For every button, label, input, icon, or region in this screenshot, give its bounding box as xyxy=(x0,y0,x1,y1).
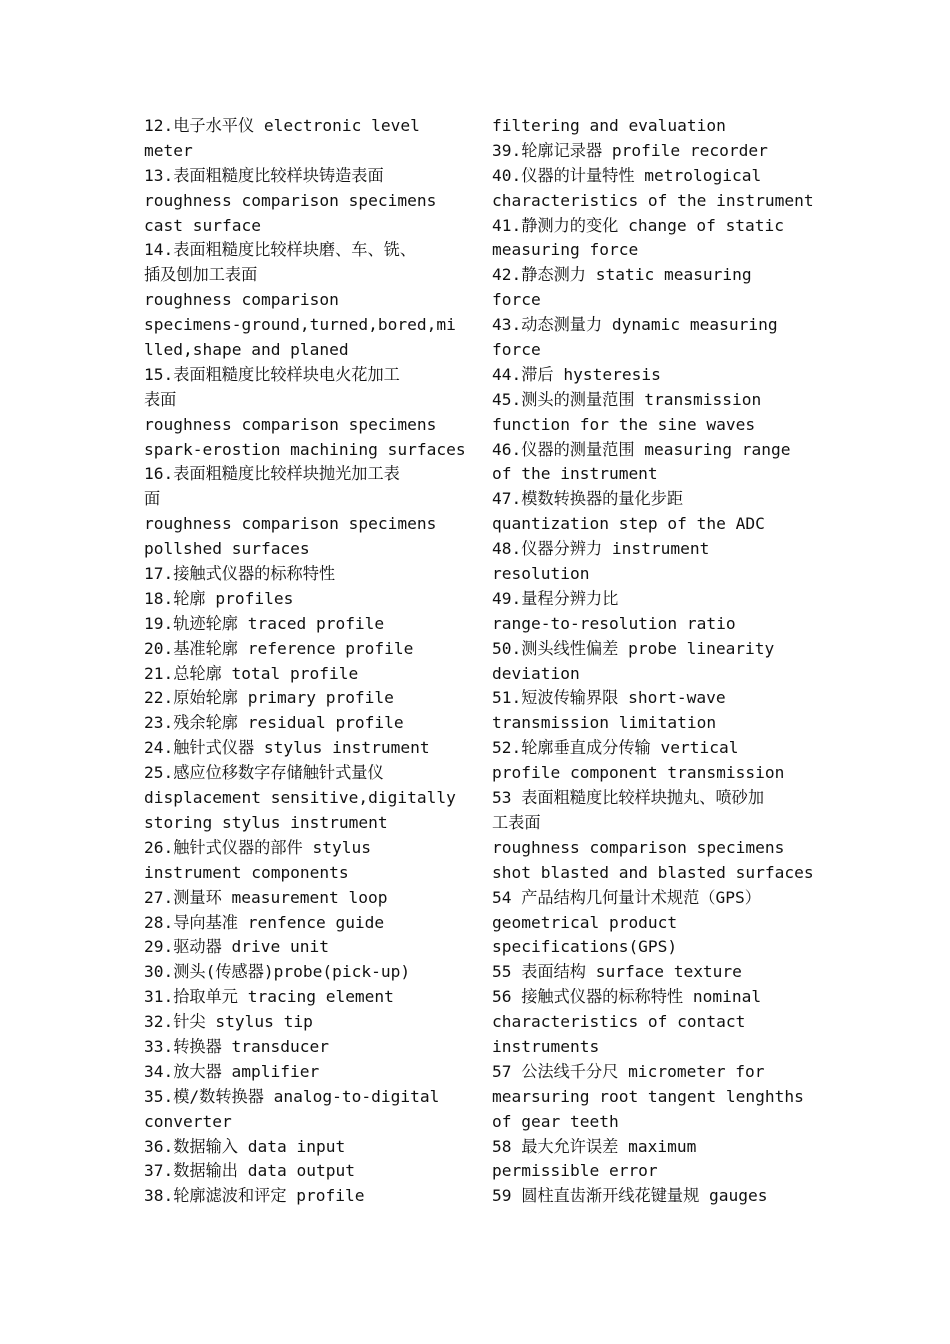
text-line: 29.驱动器 drive unit xyxy=(144,937,330,957)
text-line: 32.针尖 stylus tip xyxy=(144,1012,313,1032)
text-line: 38.轮廓滤波和评定 profile xyxy=(144,1186,365,1206)
text-line: 51.短波传输界限 short-wave xyxy=(492,688,726,708)
text-line: 20.基准轮廓 reference profile xyxy=(144,638,414,658)
text-line: 53 表面粗糙度比较样块抛丸、喷砂加 xyxy=(492,788,765,808)
text-line: 47.模数转换器的量化步距 xyxy=(492,489,684,509)
text-line: profile component transmission xyxy=(492,763,785,783)
text-line: storing stylus instrument xyxy=(144,812,388,832)
text-line: 37.数据输出 data output xyxy=(144,1161,355,1181)
text-line: spark-erostion machining surfaces xyxy=(144,439,466,459)
text-line: force xyxy=(492,290,541,310)
text-line: 31.拾取单元 tracing element xyxy=(144,987,394,1007)
right-column xyxy=(492,114,812,1209)
text-line: range-to-resolution ratio xyxy=(492,613,736,633)
text-line: 57 公法线千分尺 micrometer for xyxy=(492,1061,765,1081)
text-line: 12.电子水平仪 electronic level xyxy=(144,116,420,135)
text-line: 30.测头(传感器)probe(pick-up) xyxy=(144,962,411,982)
text-line: transmission limitation xyxy=(492,713,717,733)
text-line: displacement sensitive,digitally xyxy=(144,788,456,808)
text-line: resolution xyxy=(492,564,590,584)
text-line: characteristics of the instrument xyxy=(492,190,814,210)
text-line: 22.原始轮廓 primary profile xyxy=(144,688,394,708)
text-line: 39.轮廓记录器 profile recorder xyxy=(492,140,768,160)
left-column xyxy=(144,114,464,1209)
text-line: 工表面 xyxy=(492,812,541,832)
text-line: meter xyxy=(144,140,193,160)
text-line: measuring force xyxy=(492,240,639,260)
text-line: 19.轨迹轮廓 traced profile xyxy=(144,613,385,633)
text-line: 50.测头线性偏差 probe linearity xyxy=(492,638,775,658)
text-line: cast surface xyxy=(144,215,261,235)
text-line: roughness comparison specimens xyxy=(492,837,785,857)
text-line: 56 接触式仪器的标称特性 nominal xyxy=(492,987,762,1007)
text-line: roughness comparison xyxy=(144,290,339,310)
text-line: 17.接触式仪器的标称特性 xyxy=(144,564,336,584)
text-line: roughness comparison specimens xyxy=(144,514,437,534)
text-line: 27.测量环 measurement loop xyxy=(144,887,388,907)
text-line: 40.仪器的计量特性 metrological xyxy=(492,165,762,185)
text-line: 43.动态测量力 dynamic measuring xyxy=(492,315,778,335)
text-line: shot blasted and blasted surfaces xyxy=(492,862,814,882)
text-line: specifications(GPS) xyxy=(492,937,678,957)
text-line: pollshed surfaces xyxy=(144,539,310,559)
text-line: 18.轮廓 profiles xyxy=(144,588,294,608)
text-line: geometrical product xyxy=(492,912,678,932)
text-line: 49.量程分辨力比 xyxy=(492,588,619,608)
text-line: 55 表面结构 surface texture xyxy=(492,962,742,982)
text-line: instrument components xyxy=(144,862,349,882)
text-line: 59 圆柱直齿渐开线花键量规 gauges xyxy=(492,1186,768,1206)
text-line: 插及刨加工表面 xyxy=(144,265,258,285)
text-line: 46.仪器的测量范围 measuring range xyxy=(492,439,791,459)
text-line: 21.总轮廓 total profile xyxy=(144,663,359,683)
text-line: 面 xyxy=(144,489,161,509)
text-line: of the instrument xyxy=(492,464,658,484)
text-line: 28.导向基准 renfence guide xyxy=(144,912,385,932)
text-line: quantization step of the ADC xyxy=(492,514,765,534)
text-line: roughness comparison specimens xyxy=(144,190,437,210)
text-line: 14.表面粗糙度比较样块磨、车、铣、 xyxy=(144,240,417,260)
text-line: 45.测头的测量范围 transmission xyxy=(492,389,762,409)
text-line: 表面 xyxy=(144,389,177,409)
text-line: 54 产品结构几何量计术规范（GPS） xyxy=(492,887,761,907)
text-line: specimens-ground,turned,bored,mi xyxy=(144,315,456,335)
text-line: 26.触针式仪器的部件 stylus xyxy=(144,837,371,857)
text-line: 13.表面粗糙度比较样块铸造表面 xyxy=(144,165,384,185)
text-line: 25.感应位移数字存储触针式量仪 xyxy=(144,763,384,783)
text-line: of gear teeth xyxy=(492,1111,619,1131)
text-line: 42.静态测力 static measuring xyxy=(492,265,752,285)
text-line: 16.表面粗糙度比较样块抛光加工表 xyxy=(144,464,400,484)
text-line: 23.残余轮廓 residual profile xyxy=(144,713,404,733)
text-line: force xyxy=(492,340,541,360)
text-line: deviation xyxy=(492,663,580,683)
text-line: 58 最大允许误差 maximum xyxy=(492,1136,697,1156)
text-line: mearsuring root tangent lenghths xyxy=(492,1086,804,1106)
text-line: 41.静测力的变化 change of static xyxy=(492,215,785,235)
text-line: 15.表面粗糙度比较样块电火花加工 xyxy=(144,364,400,384)
text-line: converter xyxy=(144,1111,232,1131)
text-line: filtering and evaluation xyxy=(492,116,726,135)
text-line: characteristics of contact xyxy=(492,1012,746,1032)
text-line: instruments xyxy=(492,1036,600,1056)
text-line: function for the sine waves xyxy=(492,414,756,434)
text-line: 33.转换器 transducer xyxy=(144,1036,330,1056)
text-line: lled,shape and planed xyxy=(144,340,349,360)
text-line: 48.仪器分辨力 instrument xyxy=(492,539,710,559)
text-line: 36.数据输入 data input xyxy=(144,1136,346,1156)
text-line: 52.轮廓垂直成分传输 vertical xyxy=(492,738,739,758)
text-line: permissible error xyxy=(492,1161,658,1181)
text-line: roughness comparison specimens xyxy=(144,414,437,434)
text-line: 24.触针式仪器 stylus instrument xyxy=(144,738,430,758)
text-line: 35.模/数转换器 analog-to-digital xyxy=(144,1086,440,1106)
text-line: 44.滞后 hysteresis xyxy=(492,364,661,384)
text-line: 34.放大器 amplifier xyxy=(144,1061,320,1081)
